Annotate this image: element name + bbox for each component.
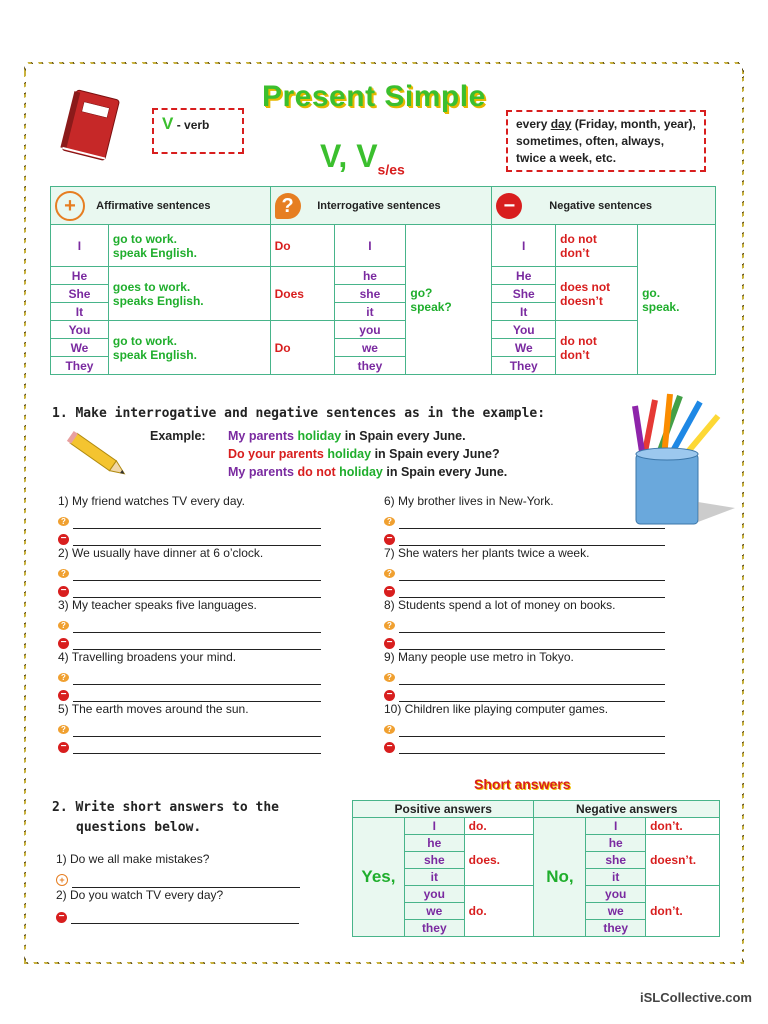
question-icon: ? [275,193,301,219]
exercise-sentence: 8) Students spend a lot of money on books. [384,598,616,612]
answer-line[interactable] [73,743,321,754]
exercise-sentence: 2) We usually have dinner at 6 o’clock. [58,546,264,560]
ex1-c: in Spain every June. [341,429,466,443]
short-answers-title: Short answers [474,776,571,792]
int-verbs [406,225,492,375]
interrogative-label: Interrogative sentences [317,199,441,212]
minus-icon: − [496,193,522,219]
ex3-d: in Spain every June. [382,465,508,479]
pronoun-she: She [51,285,109,303]
answer-row [58,511,321,529]
negative-header [492,187,716,225]
answer-row [384,511,665,529]
sa-neg-we: we [586,903,646,920]
aff-i-1: go to work. [112,231,177,246]
site-footer: iSLCollective.com [640,990,752,1005]
affirmative-header [51,187,271,225]
aff-third-2: speaks English. [112,293,204,308]
int-verb-speak: speak? [410,299,452,314]
sa-pos-he: he [404,835,464,852]
int-pronoun-you: you [334,321,406,339]
sa-pos-it: it [404,869,464,886]
aff-i-2: speak English. [112,245,197,260]
answer-row [58,632,321,650]
sa-neg-you: you [586,886,646,903]
sa-neg-they: they [586,920,646,937]
question-icon: ? [384,621,395,630]
neg-pronoun-he: He [492,267,556,285]
pencil-icon [64,426,134,486]
minus-icon: − [58,742,69,753]
int-pronoun-we: we [334,339,406,357]
plus-icon: + [55,191,85,221]
minus-icon: − [384,534,395,545]
exercise-sentence: 10) Children like playing computer games. [384,702,609,716]
formula [320,138,405,177]
aff-plural-1: go to work. [112,333,177,348]
answer-line[interactable] [73,639,321,650]
int-pronoun-i: I [334,225,406,267]
neg-verb-go: go. [642,285,661,300]
answer-line[interactable] [71,913,299,924]
answer-row [384,632,665,650]
sa-pos-she: she [404,852,464,869]
aff-plural [108,321,270,375]
question-icon: ? [58,621,69,630]
answer-row [58,528,321,546]
answer-row [384,528,665,546]
question-icon: ? [384,725,395,734]
answer-row [58,563,321,581]
pronoun-he: He [51,267,109,285]
sa-neg-doesnt: doesn’t. [646,835,720,886]
task2-heading-1: 2. Write short answers to the [52,800,279,815]
sa-pos-we: we [404,903,464,920]
answer-line[interactable] [73,535,321,546]
neg-do-short: don’t [560,245,590,260]
minus-icon: − [58,690,69,701]
question-icon: ? [58,725,69,734]
example-label: Example: [150,429,206,443]
sa-neg-he: he [586,835,646,852]
pronoun-we: We [51,339,109,357]
task1-heading: 1. Make interrogative and negative sentences as in the example: [52,406,546,421]
exercise-sentence: 5) The earth moves around the sun. [58,702,249,716]
aff-third-1: goes to work. [112,279,191,294]
sa-pos-you: you [404,886,464,903]
sa-pos-they: they [404,920,464,937]
neg-pronoun-we: We [492,339,556,357]
answer-row [384,667,665,685]
question-icon: ? [58,569,69,578]
int-do-1: Do [270,225,334,267]
exercise-sentence: 6) My brother lives in New-York. [384,494,554,508]
int-does: Does [270,267,334,321]
sa-pos-do-2: do. [464,886,534,937]
sa-neg-she: she [586,852,646,869]
minus-icon: − [384,690,395,701]
answer-line[interactable] [399,691,665,702]
answer-line[interactable] [399,743,665,754]
answer-row [384,684,665,702]
example-block [150,427,507,481]
neg-pronoun-i: I [492,225,556,267]
answer-line[interactable] [399,535,665,546]
sa-neg-dont-1: don’t. [646,818,720,835]
plus-icon: + [56,874,68,886]
aff-third [108,267,270,321]
verb-box [152,108,244,154]
notebook-icon [54,88,126,168]
ex1-b: holiday [297,429,342,443]
negative-label: Negative sentences [549,199,652,212]
task2-a2-row [56,906,299,924]
time-rest: (Friday, month, year), sometimes, often, always, twice a week, etc. [516,117,696,165]
grammar-table [50,186,716,375]
time-expressions-box [506,110,706,172]
question-icon: ? [384,569,395,578]
minus-icon: − [384,638,395,649]
ex3-b: do not [297,465,340,479]
neg-pronoun-they: They [492,357,556,375]
exercise-sentence: 4) Travelling broadens your mind. [58,650,237,664]
answer-row [58,684,321,702]
answer-row [58,736,321,754]
neg-pronoun-she: She [492,285,556,303]
ex2-b: holiday [327,447,372,461]
answer-line[interactable] [399,587,665,598]
int-pronoun-it: it [334,303,406,321]
ex3-c: holiday [339,465,383,479]
minus-icon: − [58,586,69,597]
sa-pos-does: does. [464,835,534,886]
sa-neg-it: it [586,869,646,886]
question-icon: ? [58,673,69,682]
neg-does [556,267,638,321]
answer-row [384,719,665,737]
answer-row [384,580,665,598]
neg-do-1 [556,225,638,267]
task2-heading [52,798,279,838]
answer-row [58,719,321,737]
answer-row [58,667,321,685]
ex2-a: Do your parents [228,447,328,461]
verb-text: - verb [176,118,210,132]
neg-do-short-2: don’t [560,347,590,362]
neg-pronoun-you: You [492,321,556,339]
int-pronoun-he: he [334,267,406,285]
neg-do-2 [556,321,638,375]
minus-icon: − [56,912,67,923]
interrogative-header [270,187,492,225]
int-verb-go: go? [410,285,433,300]
int-pronoun-they: they [334,357,406,375]
exercise-sentence: 9) Many people use metro in Tokyo. [384,650,574,664]
exercise-sentence: 1) My friend watches TV every day. [58,494,245,508]
question-icon: ? [384,673,395,682]
minus-icon: − [384,742,395,753]
neg-does-short: doesn’t [560,293,603,308]
yes-label: Yes, [353,818,405,937]
question-icon: ? [58,517,69,526]
task2-q2: 2) Do you watch TV every day? [56,888,224,902]
neg-verbs [638,225,716,375]
affirmative-label: Affirmative sentences [96,199,211,212]
pronoun-they: They [51,357,109,375]
short-answers-table [352,800,720,937]
answer-line[interactable] [73,587,321,598]
answer-line[interactable] [73,691,321,702]
answer-line[interactable] [72,877,300,888]
minus-icon: − [384,586,395,597]
minus-icon: − [58,638,69,649]
answer-row [384,736,665,754]
answer-row [58,580,321,598]
negative-answers-header: Negative answers [534,801,720,818]
sa-pos-i: I [404,818,464,835]
no-label: No, [534,818,586,937]
exercise-sentence: 3) My teacher speaks five languages. [58,598,257,612]
answer-row [384,615,665,633]
task2-heading-2: questions below. [76,820,202,835]
sa-neg-dont-2: don’t. [646,886,720,937]
aff-i [108,225,270,267]
int-do-2: Do [270,321,334,375]
aff-plural-2: speak English. [112,347,197,362]
task2-q1: 1) Do we all make mistakes? [56,852,210,866]
pronoun-i: I [51,225,109,267]
pronoun-it: It [51,303,109,321]
ex1-a: My parents [228,429,298,443]
pronoun-you: You [51,321,109,339]
minus-icon: − [58,534,69,545]
neg-verb-speak: speak. [642,299,680,314]
answer-row [384,563,665,581]
page-title: Present Simple [262,80,486,113]
int-pronoun-she: she [334,285,406,303]
ex2-c: in Spain every June? [371,447,500,461]
exercise-sentence: 7) She waters her plants twice a week. [384,546,590,560]
positive-answers-header: Positive answers [353,801,534,818]
neg-does-full: does not [560,279,611,294]
sa-neg-i: I [586,818,646,835]
neg-do-full-2: do not [560,333,597,348]
time-day: day [550,117,572,131]
question-icon: ? [384,517,395,526]
answer-row [58,615,321,633]
time-pre: every [516,117,551,131]
sa-pos-do-1: do. [464,818,534,835]
formula-suffix: s/es [377,161,405,178]
neg-pronoun-it: It [492,303,556,321]
ex3-a: My parents [228,465,298,479]
verb-letter: V [162,114,174,133]
formula-main: V, V [320,138,378,174]
task2-a1-row [56,870,300,888]
neg-do-full: do not [560,231,597,246]
answer-line[interactable] [399,639,665,650]
